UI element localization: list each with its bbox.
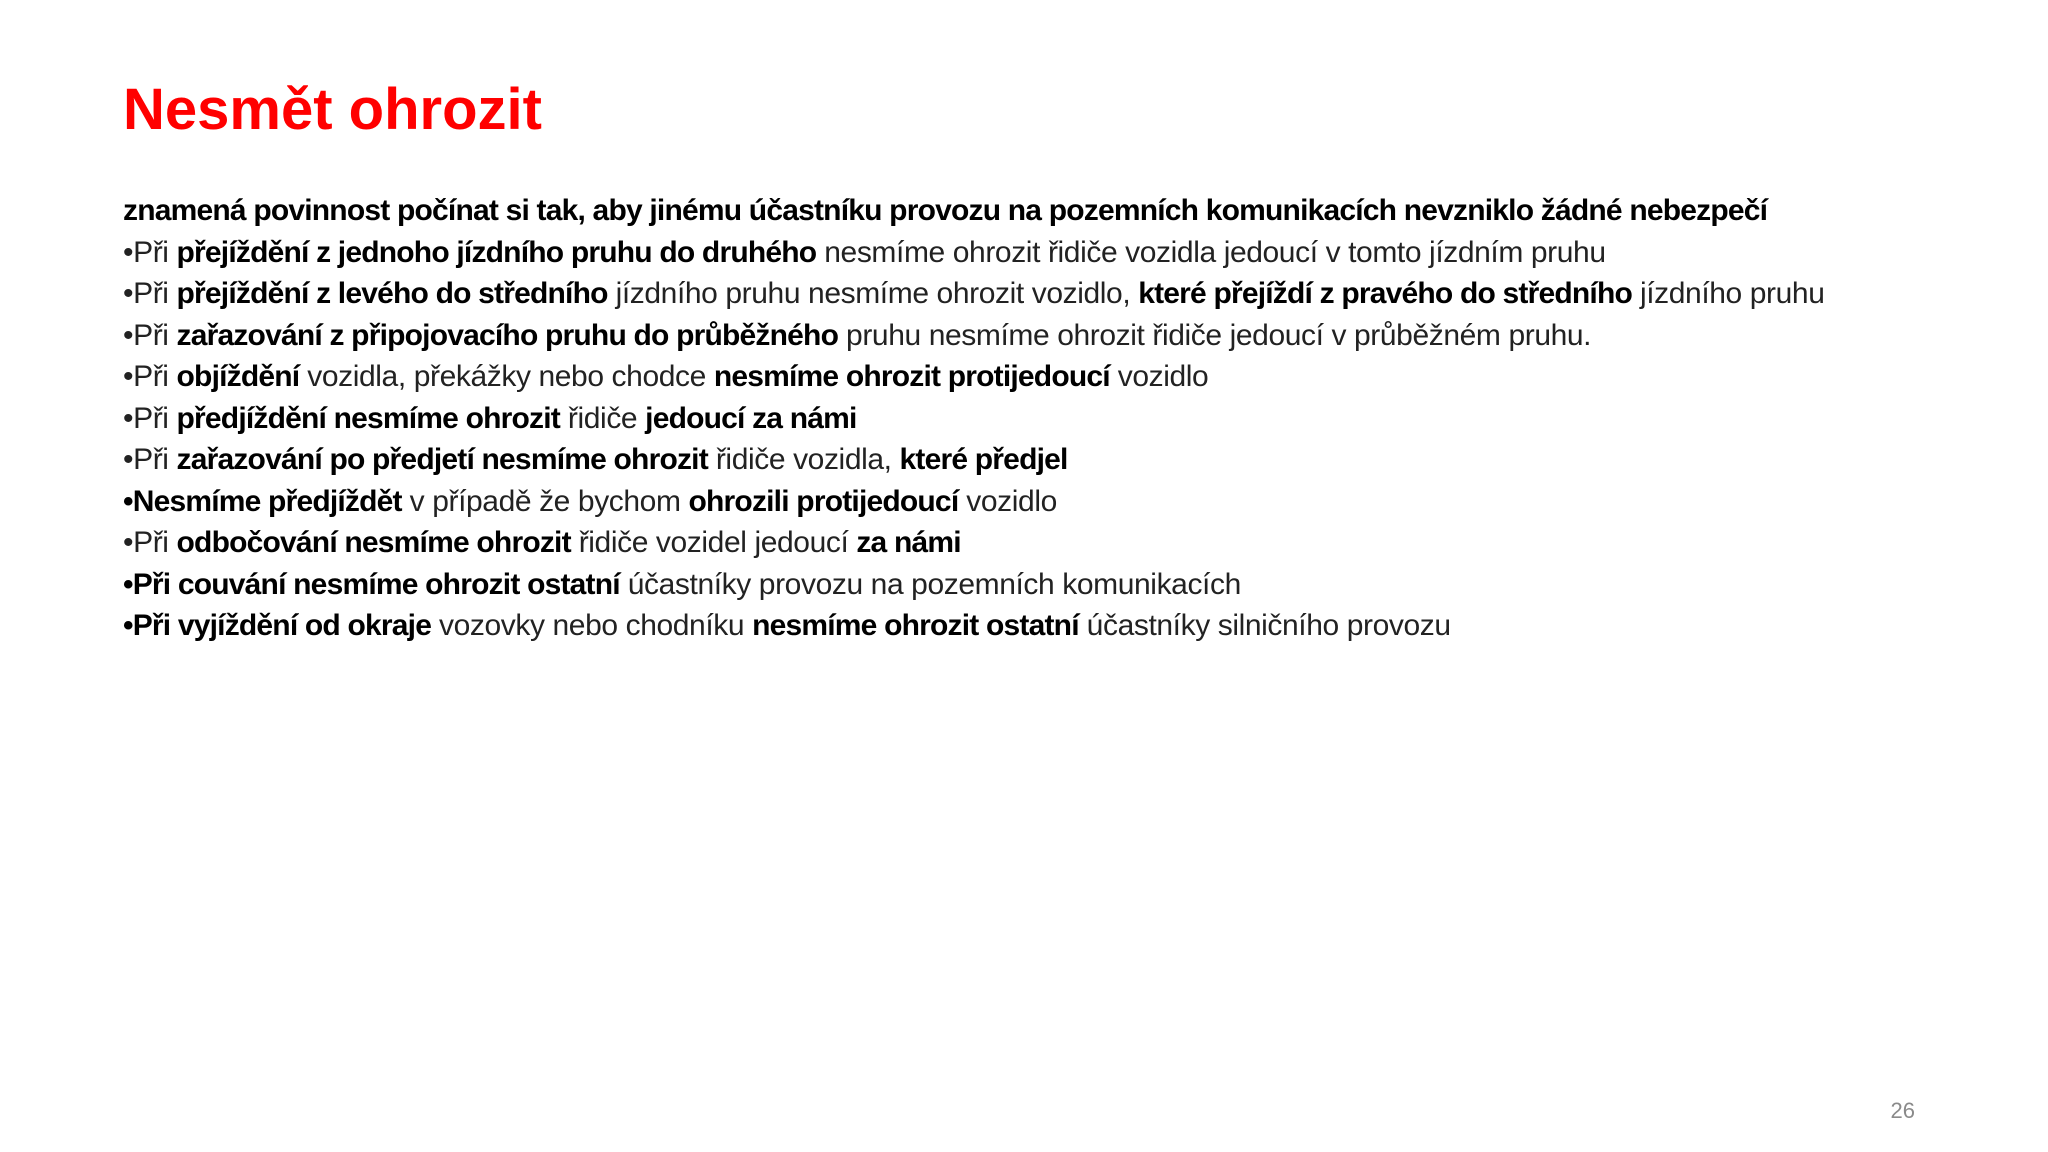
slide-body	[123, 190, 1983, 647]
regular-text: účastníky silničního provozu	[1078, 609, 1451, 642]
slide-title: Nesmět ohrozit	[123, 77, 542, 142]
regular-text: •Při	[123, 235, 177, 269]
regular-text: v případě že bychom	[401, 484, 689, 518]
bullet-item	[123, 605, 1983, 647]
bold-text: ohrozili protijedoucí	[688, 484, 959, 518]
regular-text: řidiče vozidla,	[707, 443, 900, 476]
bullet-item	[123, 398, 1983, 440]
bold-text: přejíždění z jednoho jízdního pruhu do druhého	[176, 235, 817, 269]
bullet-item	[123, 273, 1983, 315]
bullet-item	[123, 439, 1983, 481]
regular-text: pruhu nesmíme ohrozit řidiče jedoucí v průběžném pruhu.	[838, 318, 1592, 352]
bold-text: které přejíždí z pravého do středního	[1138, 277, 1633, 310]
bold-text: •Nesmíme předjíždět	[123, 484, 402, 518]
bold-text: nesmíme ohrozit ostatní	[752, 609, 1079, 642]
regular-text: vozidlo	[1109, 360, 1209, 393]
regular-text: •Při	[123, 526, 177, 559]
bold-text: jedoucí za námi	[645, 401, 857, 435]
bold-text: přejíždění z levého do středního	[176, 277, 608, 310]
definition-line	[123, 190, 1983, 232]
bullet-item	[123, 564, 1983, 606]
bullet-item	[123, 315, 1983, 357]
bullet-item	[123, 522, 1983, 564]
regular-text: •Při	[123, 401, 177, 435]
regular-text: •Při	[123, 443, 177, 476]
regular-text: •Při	[123, 360, 177, 393]
bold-text: nesmíme ohrozit protijedoucí	[713, 360, 1110, 393]
regular-text: •Při	[123, 318, 177, 352]
bold-text: které předjel	[899, 443, 1068, 476]
bold-text: zařazování z připojovacího pruhu do průběžného	[176, 318, 839, 352]
regular-text: nesmíme ohrozit řidiče vozidla jedoucí v tomto jízdním pruhu	[816, 235, 1606, 269]
regular-text: jízdního pruhu	[1632, 277, 1825, 310]
bold-text: •Při vyjíždění od okraje	[123, 609, 432, 642]
regular-text: •Při	[123, 277, 177, 310]
bold-text: zařazování po předjetí nesmíme ohrozit	[176, 443, 708, 476]
bold-text: •Při couvání nesmíme ohrozit ostatní	[123, 567, 620, 601]
bullet-item	[123, 356, 1983, 398]
regular-text: řidiče	[559, 401, 646, 435]
bold-text: odbočování nesmíme ohrozit	[176, 526, 571, 559]
bold-text: znamená povinnost počínat si tak, aby jinému účastníku provozu na pozemních komunikacích nevzniklo žádné nebezpečí	[123, 194, 1768, 227]
bold-text: za námi	[856, 526, 961, 559]
regular-text: vozidlo	[958, 484, 1057, 518]
page-number: 26	[1890, 1098, 1915, 1123]
regular-text: vozidla, překážky nebo chodce	[299, 360, 714, 393]
regular-text: jízdního pruhu nesmíme ohrozit vozidlo,	[607, 277, 1139, 310]
regular-text: vozovky nebo chodníku	[431, 609, 753, 642]
bullet-item	[123, 232, 1983, 274]
regular-text: účastníky provozu na pozemních komunikacích	[619, 567, 1241, 601]
bold-text: objíždění	[176, 360, 300, 393]
regular-text: řidiče vozidel jedoucí	[570, 526, 857, 559]
bold-text: předjíždění nesmíme ohrozit	[176, 401, 560, 435]
bullet-item	[123, 481, 1983, 523]
